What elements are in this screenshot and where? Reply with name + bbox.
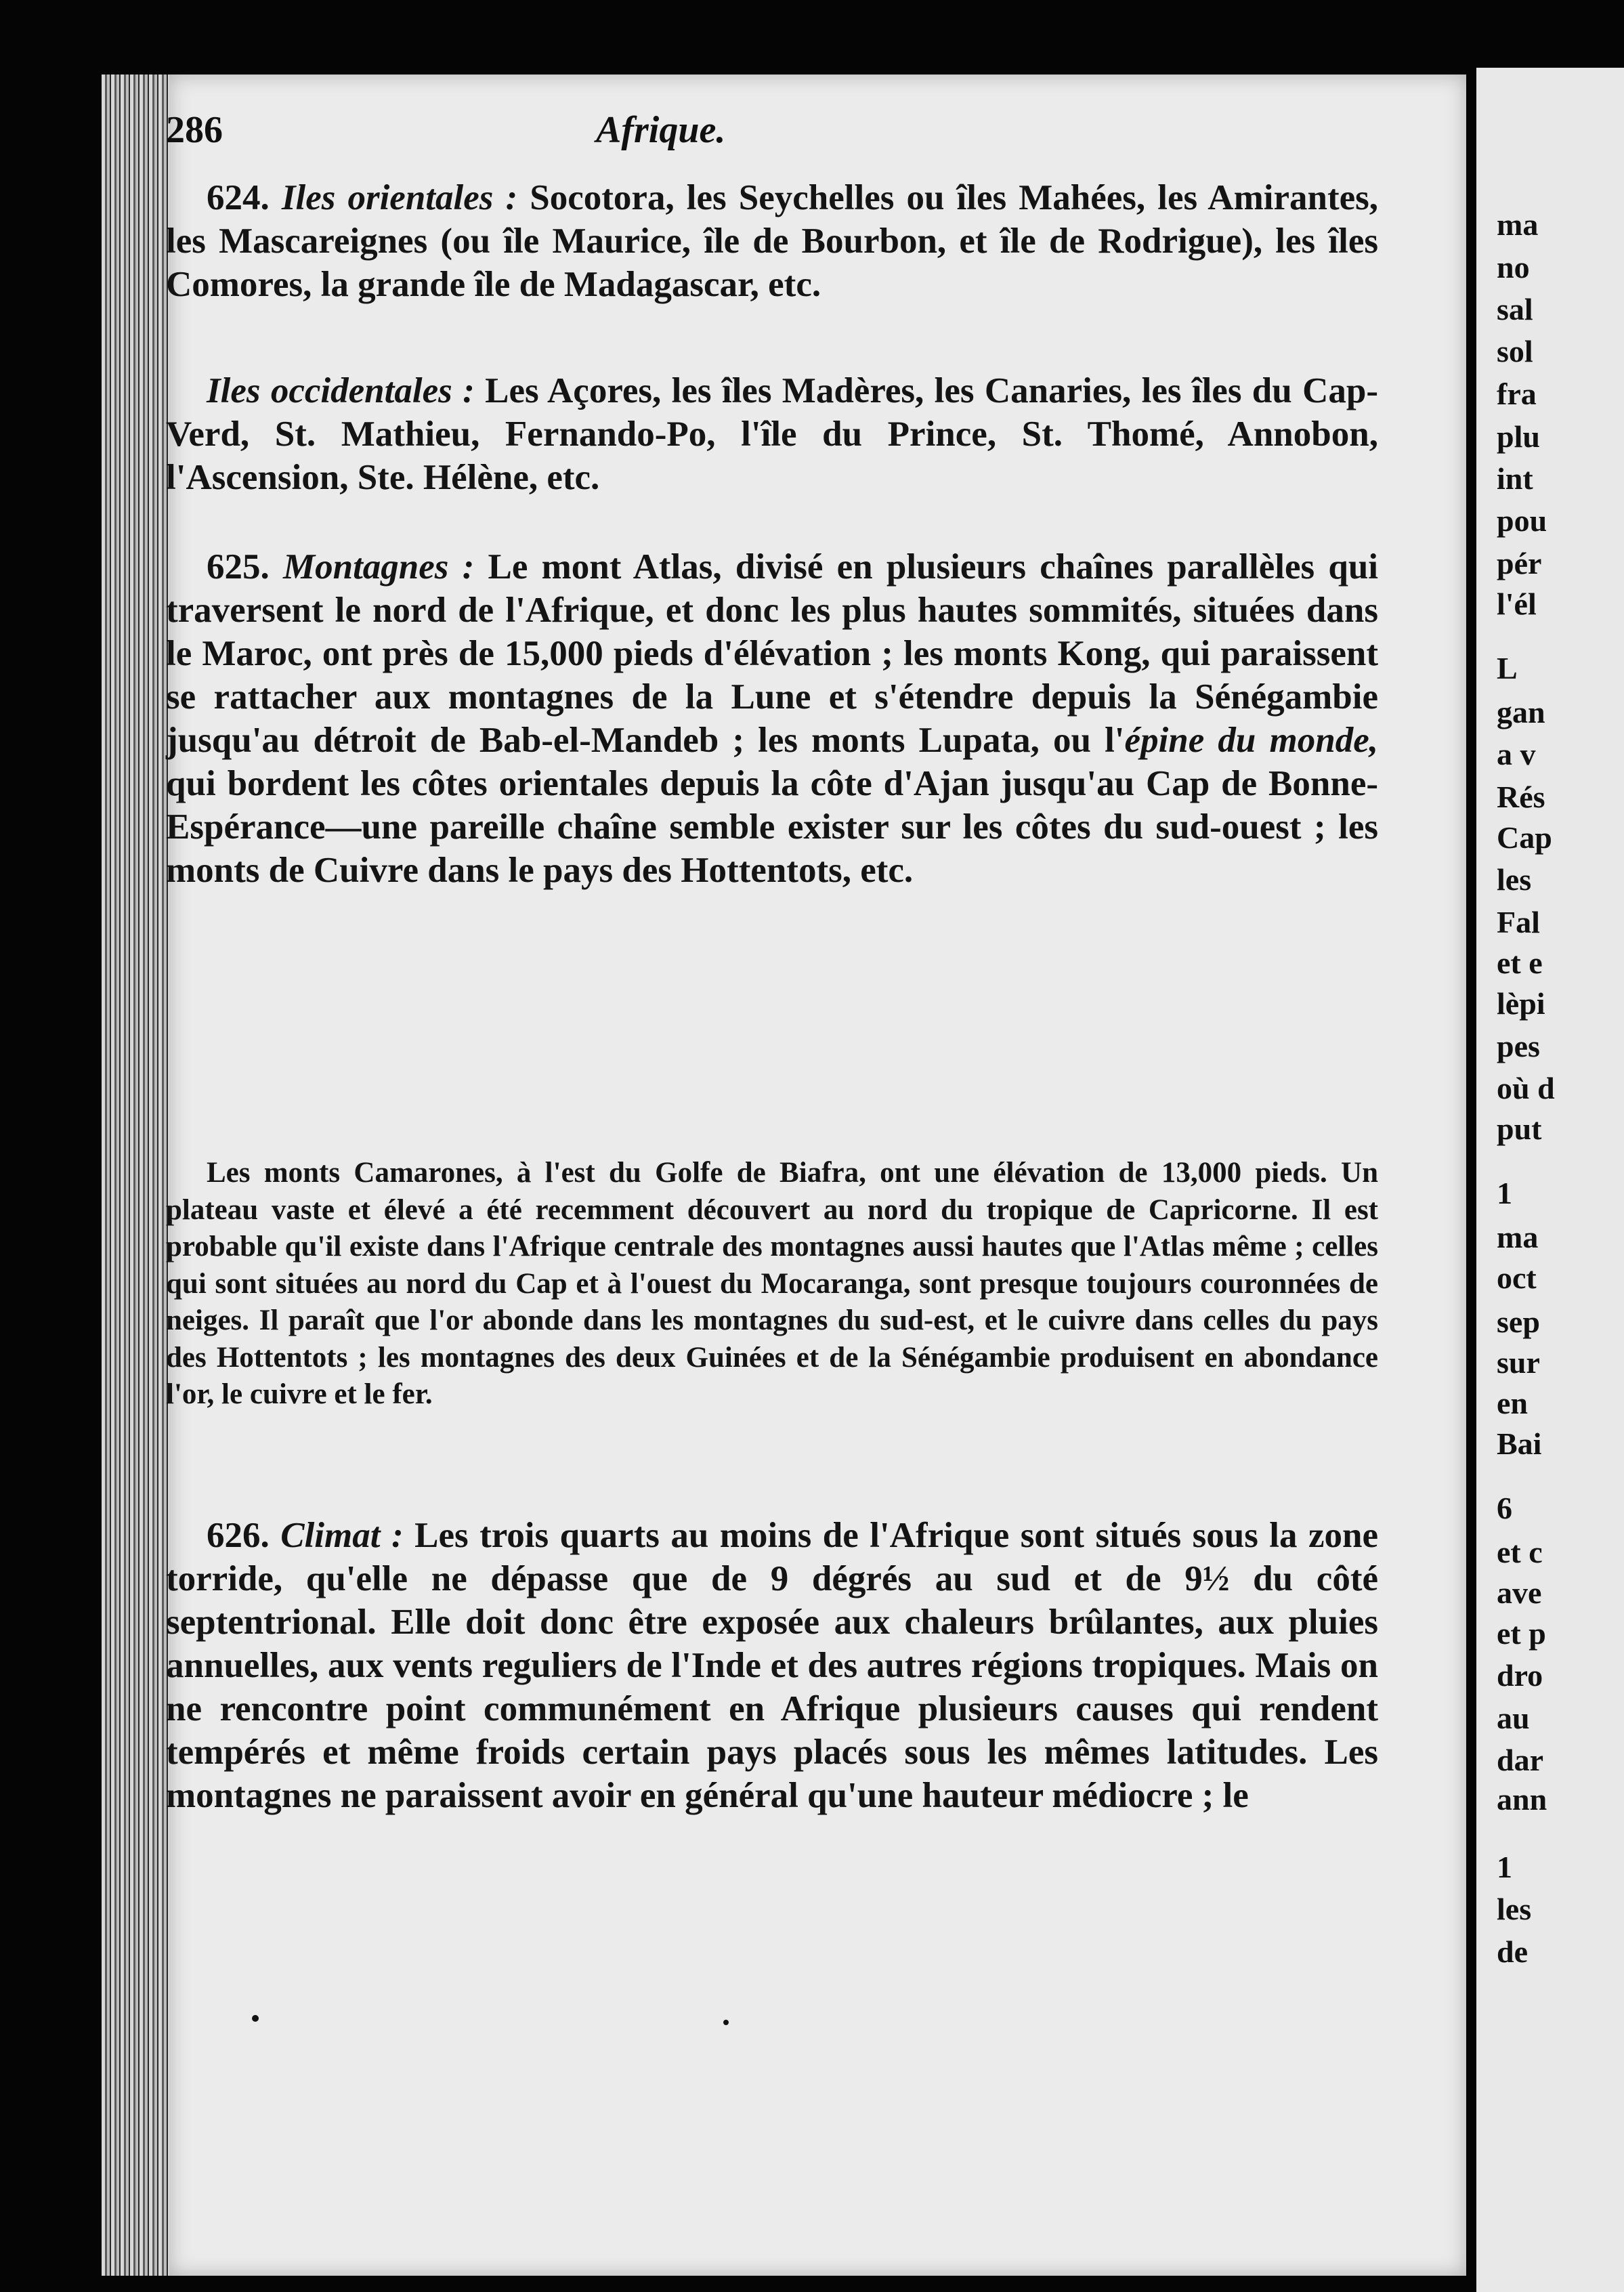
right-page-fragment	[1476, 68, 1624, 2292]
right-page-text-fragment: L	[1497, 651, 1518, 685]
right-page-text-fragment: sal	[1497, 292, 1533, 326]
right-page-text-fragment: Cap	[1497, 820, 1552, 855]
paragraph-text: Socotora, les Seychelles ou îles Mahées, les Amirantes, les Mascareignes (ou île Maurice, île de Bourbon, et île de Rodrigue), les îles Comores, la grande île de Madagascar, etc.	[166, 178, 1379, 304]
right-page-text-fragment: et e	[1497, 946, 1543, 980]
paragraph-text: Les Açores, les îles Madères, les Canaries, les îles du Cap-Verd, St. Mathieu, Fernando-Po, l'île du Prince, St. Thomé, Annobon, l'Ascension, Ste. Hélène, etc.	[166, 371, 1379, 497]
page-title: Afrique.	[596, 109, 726, 151]
paragraph-label: Climat :	[280, 1516, 404, 1555]
right-page-text-fragment: lèpi	[1497, 986, 1545, 1021]
right-page-text-fragment: ma	[1497, 1220, 1539, 1254]
paragraph-number: 626.	[207, 1516, 270, 1555]
page-stack-edges	[102, 75, 176, 2276]
paragraph-number: 624.	[207, 178, 270, 217]
paragraph-624	[166, 176, 1378, 306]
right-page-text-fragment: Bai	[1497, 1426, 1542, 1461]
right-page-text-fragment: sep	[1497, 1304, 1540, 1339]
right-page-text-fragment: et p	[1497, 1616, 1546, 1651]
paragraph-624-occidentales	[166, 369, 1378, 499]
right-page-text-fragment: ma	[1497, 207, 1539, 242]
right-page-text-fragment: sur	[1497, 1345, 1540, 1380]
right-page-text-fragment: oct	[1497, 1260, 1537, 1295]
ink-speck	[723, 2020, 729, 2025]
right-page-text-fragment: ave	[1497, 1575, 1542, 1610]
right-page-text-fragment: a v	[1497, 737, 1536, 771]
right-page-text-fragment: 6	[1497, 1491, 1512, 1525]
ink-speck	[252, 2015, 259, 2022]
paragraph-label: Iles orientales :	[281, 178, 518, 217]
right-page-text-fragment: 1	[1497, 1850, 1512, 1884]
right-page-text-fragment: où d	[1497, 1071, 1555, 1105]
right-page-text-fragment: pes	[1497, 1029, 1540, 1063]
paragraph-text: Le mont Atlas, divisé en plusieurs chaînes parallèles qui traversent le nord de l'Afrique, et donc les plus hautes sommités, situées dans le Maroc, ont près de 15,000 pieds d'élévation ; les monts Kong, qui paraissent se rattacher aux montagnes de la Lune et s'étendre depuis la Sénégambie jusqu'au détroit de Bab-el-Mandeb ; les monts Lupata, ou l'	[166, 547, 1379, 760]
paragraph-italic: épine du monde,	[1124, 721, 1378, 760]
right-page-text-fragment: dar	[1497, 1743, 1543, 1777]
paragraph-number: 625.	[207, 547, 270, 587]
paragraph-label: Iles occidentales :	[207, 371, 475, 410]
right-page-text-fragment: Rés	[1497, 780, 1545, 814]
right-page-text-fragment: pou	[1497, 503, 1547, 538]
right-page-text-fragment: put	[1497, 1111, 1542, 1146]
page-number: 286	[166, 109, 223, 151]
paragraph-text: Les trois quarts au moins de l'Afrique sont situés sous la zone torride, qu'elle ne dépasse que de 9 dégrés au sud et de 9½ du côté septentrional. Elle doit donc être exposée aux chaleurs brûlantes, aux pluies annuelles, aux vents reguliers de l'Inde et des autres régions tropiques. Mais on ne rencontre point communément en Afrique plusieurs causes qui rendent tempérés et même froids certain pays placés sous les mêmes latitudes. Les montagnes ne paraissent avoir en général qu'une hauteur médiocre ; le	[166, 1516, 1379, 1815]
right-page-text-fragment: l'él	[1497, 587, 1537, 621]
paragraph-625	[166, 545, 1378, 892]
right-page-text-fragment: en	[1497, 1386, 1528, 1420]
right-page-text-fragment: plu	[1497, 419, 1540, 454]
right-page-text-fragment: de	[1497, 1934, 1528, 1969]
right-page-text-fragment: et c	[1497, 1535, 1543, 1569]
paragraph-label: Montagnes :	[282, 547, 475, 587]
right-page-text-fragment: pér	[1497, 546, 1542, 580]
right-page-text-fragment: au	[1497, 1701, 1530, 1735]
right-page-text-fragment: gan	[1497, 695, 1545, 729]
note-625	[166, 1155, 1378, 1414]
paragraph-text-continued: qui bordent les côtes orientales depuis la côte d'Ajan jusqu'au Cap de Bonne-Espérance—une pareille chaîne semble exister sur les côtes du sud-ouest ; les monts de Cuivre dans le pays des Hottentots, etc.	[166, 764, 1378, 890]
right-page-text-fragment: sol	[1497, 334, 1533, 368]
right-page-text-fragment: Fal	[1497, 905, 1540, 939]
note-text: Les monts Camarones, à l'est du Golfe de Biafra, ont une élévation de 13,000 pieds. Un plateau vaste et élevé a été recemment découvert au nord du tropique de Capricorne. Il est probable qu'il existe dans l'Afrique centrale des montagnes aussi hautes que l'Atlas même ; celles qui sont situées au nord du Cap et à l'ouest du Mocaranga, sont presque toujours couronnées de neiges. Il paraît que l'or abonde dans les montagnes du sud-est, et le cuivre dans celles du pays des Hottentots ; les montagnes des deux Guinées et de la Sénégambie produisent en abondance l'or, le cuivre et le fer.	[166, 1157, 1378, 1410]
right-page-text-fragment: les	[1497, 1892, 1532, 1926]
right-page-text-fragment: no	[1497, 250, 1530, 284]
right-page-text-fragment: ann	[1497, 1782, 1547, 1817]
paragraph-626	[166, 1514, 1378, 1817]
right-page-text-fragment: les	[1497, 862, 1532, 897]
right-page-text-fragment: dro	[1497, 1658, 1543, 1693]
right-page-text-fragment: fra	[1497, 377, 1537, 411]
right-page-text-fragment: 1	[1497, 1176, 1512, 1210]
right-page-text-fragment: int	[1497, 461, 1533, 496]
